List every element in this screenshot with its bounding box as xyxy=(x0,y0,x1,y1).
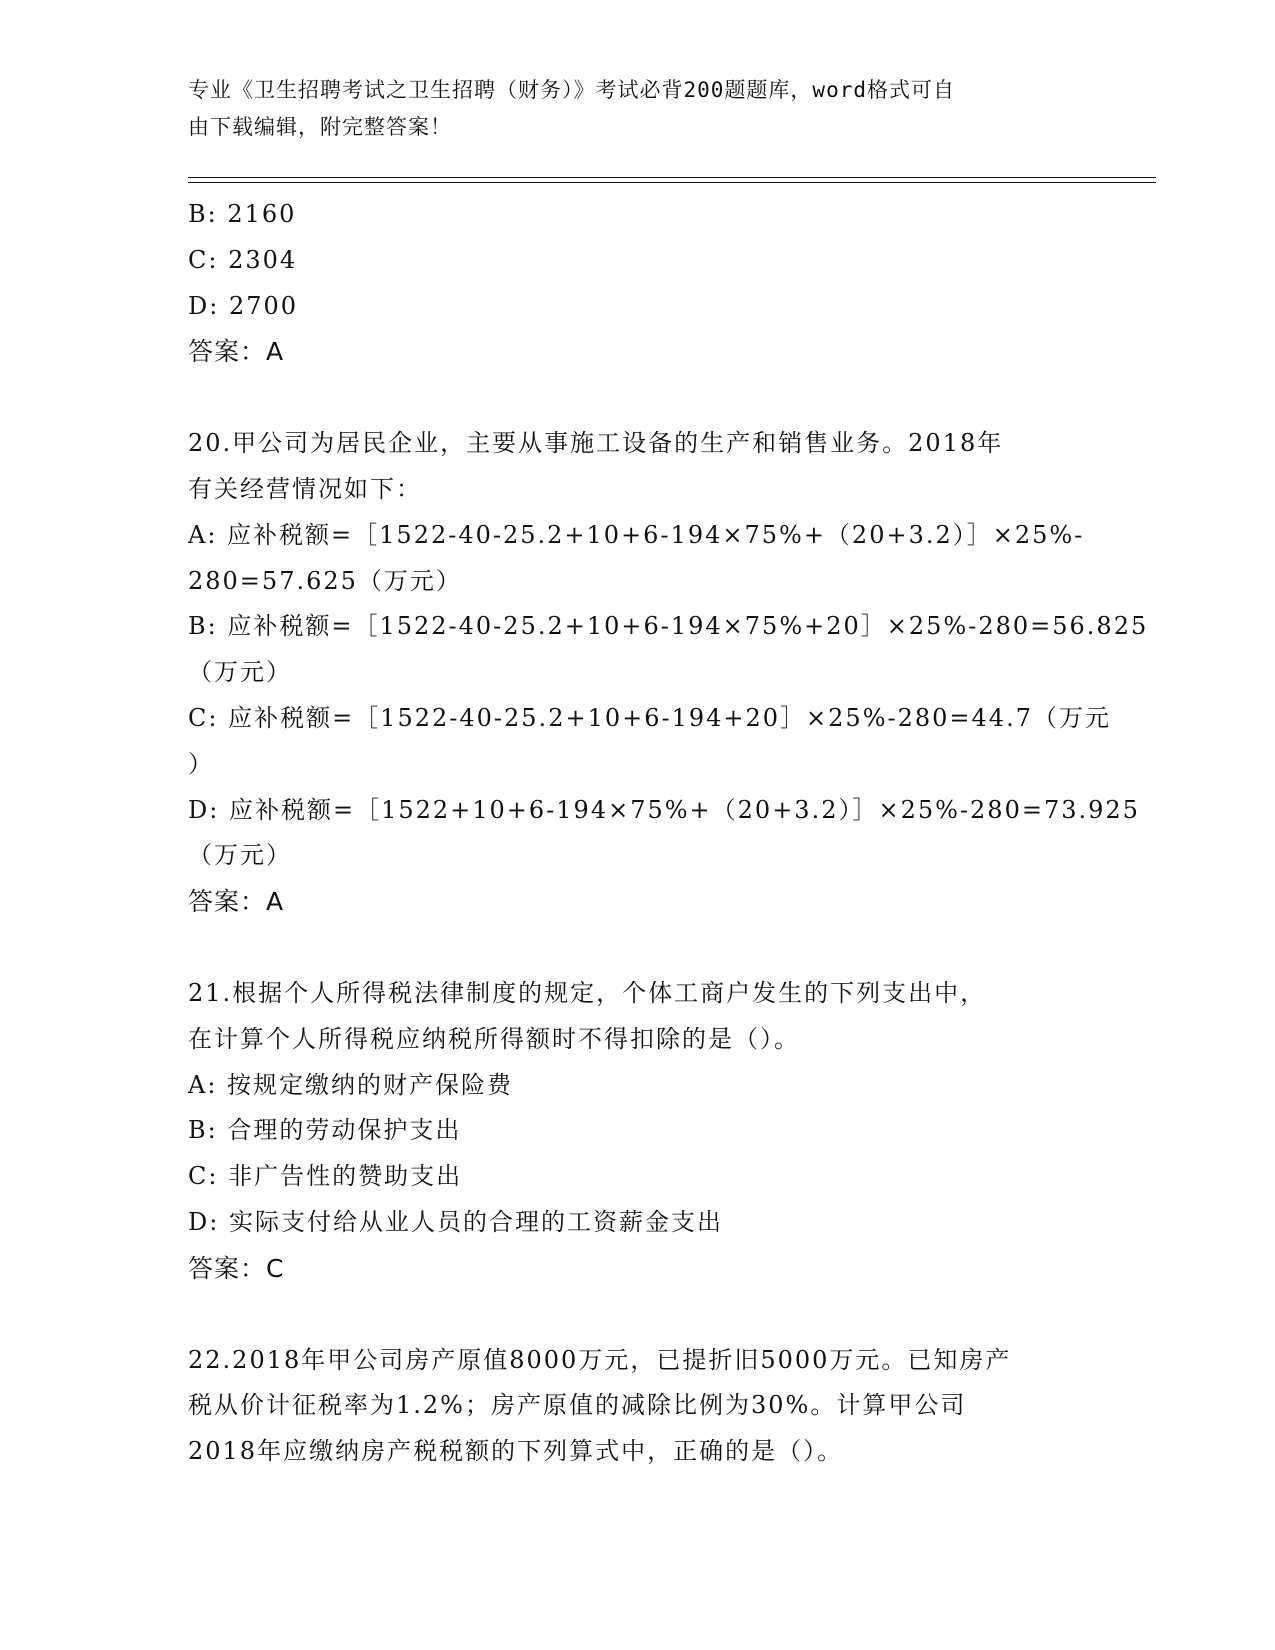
question-stem: 2018年应缴纳房产税税额的下列算式中，正确的是（）。 xyxy=(188,1437,844,1466)
option-c: C: 应补税额=［1522-40-25.2+10+6-194+20］×25%-280=44.7（万元 xyxy=(188,703,1111,732)
answer: 答案：A xyxy=(188,337,285,367)
question-stem: 有关经营情况如下： xyxy=(188,474,422,503)
option-b: B: 应补税额=［1522-40-25.2+10+6-194×75%+20］×25%-280=56.825 xyxy=(188,612,1149,641)
option-d: D: 2700 xyxy=(188,291,299,320)
option-b: B: 2160 xyxy=(188,200,297,228)
option-b: B: 合理的劳动保护支出 xyxy=(188,1116,462,1145)
header-rule-bottom xyxy=(188,182,1156,183)
question-19 xyxy=(188,192,1088,375)
document-body xyxy=(188,192,1149,1475)
header-line-2: 由下载编辑，附完整答案！ xyxy=(188,115,452,139)
option-c: C: 非广告性的赞助支出 xyxy=(188,1162,463,1191)
option-d-cont: （万元） xyxy=(188,841,292,870)
option-c-cont: ） xyxy=(188,749,214,778)
option-c: C: 2304 xyxy=(188,245,298,274)
answer: 答案：C xyxy=(188,1253,285,1283)
option-d: D: 实际支付给从业人员的合理的工资薪金支出 xyxy=(188,1207,723,1236)
option-d: D: 应补税额=［1522+10+6-194×75%+（20+3.2）］×25%-280=73.925 xyxy=(188,795,1140,824)
question-20 xyxy=(188,421,1149,925)
question-stem: 在计算个人所得税应纳税所得额时不得扣除的是（）。 xyxy=(188,1024,800,1053)
question-stem: 22.2018年甲公司房产原值8000万元，已提折旧5000万元。已知房产 xyxy=(188,1345,1012,1374)
option-a: A: 应补税额=［1522-40-25.2+10+6-194×75%+（20+3.2）］×25%- xyxy=(188,520,1085,549)
header-line-1: 专业《卫生招聘考试之卫生招聘（财务）》考试必背200题题库，word格式可自 xyxy=(188,78,955,102)
option-a-cont: 280=57.625（万元） xyxy=(188,566,462,595)
question-stem: 21.根据个人所得税法律制度的规定，个体工商户发生的下列支出中， xyxy=(188,978,987,1007)
question-21 xyxy=(188,971,1088,1292)
question-22 xyxy=(188,1338,1088,1475)
question-stem: 税从价计征税率为1.2%；房产原值的减除比例为30%。计算甲公司 xyxy=(188,1391,967,1420)
option-b-cont: （万元） xyxy=(188,658,292,687)
question-stem: 20.甲公司为居民企业，主要从事施工设备的生产和销售业务。2018年 xyxy=(188,429,1004,458)
header-rule-top xyxy=(188,177,1156,178)
option-a: A: 按规定缴纳的财产保险费 xyxy=(188,1070,514,1099)
answer: 答案：A xyxy=(188,887,285,917)
page-header xyxy=(188,72,1088,146)
